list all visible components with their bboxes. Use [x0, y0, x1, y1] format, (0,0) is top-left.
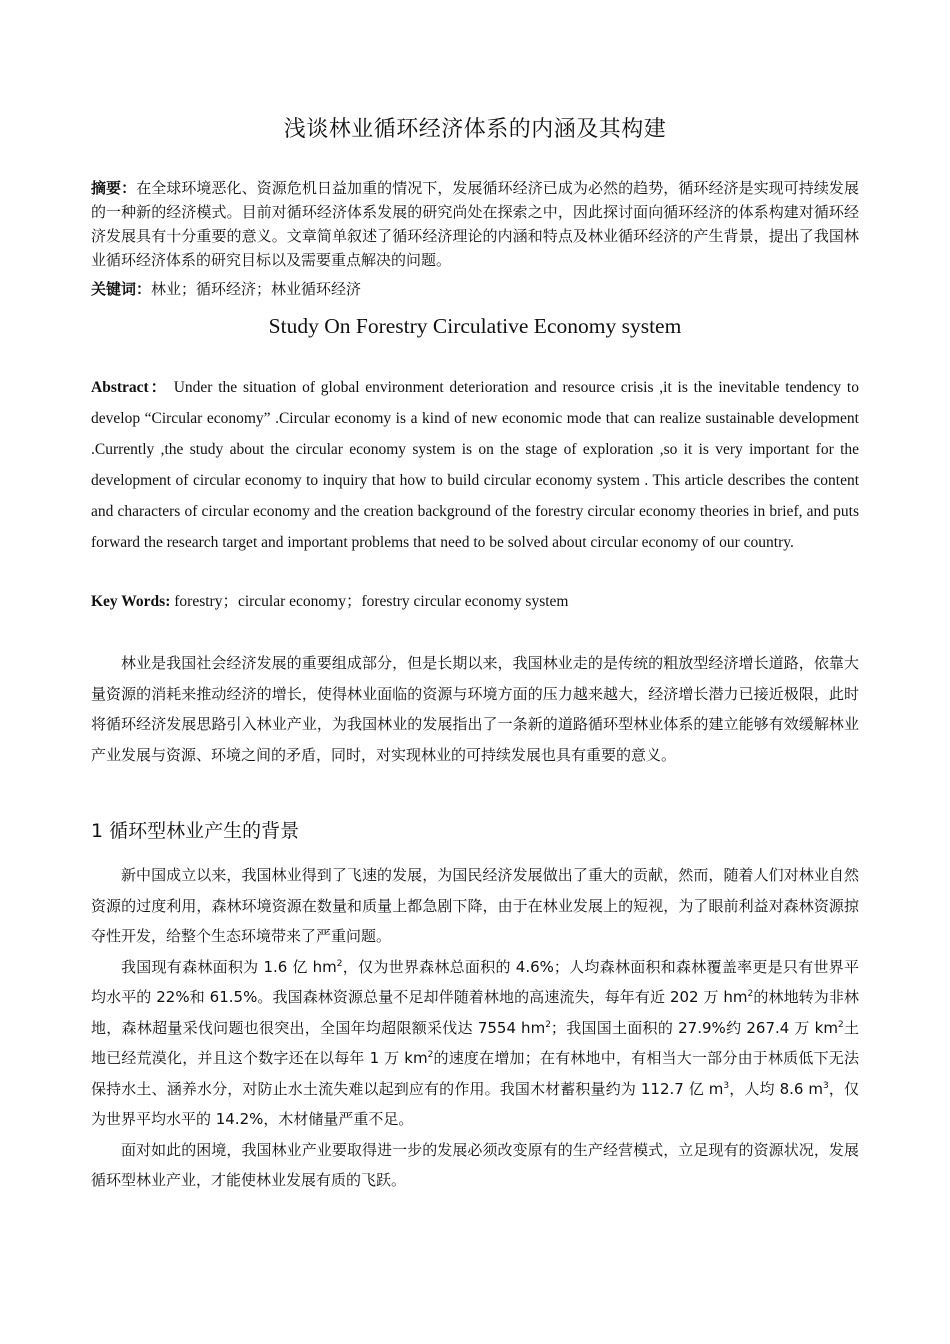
keywords-english-text: forestry；circular economy；forestry circular economy system: [170, 593, 569, 610]
paragraph-2-segment: ，仅为世界平均水平的 14.2%，木材储量严重不足。: [91, 1079, 859, 1128]
superscript: 2: [336, 958, 343, 969]
intro-paragraph: 林业是我国社会经济发展的重要组成部分，但是长期以来，我国林业走的是传统的粗放型经济增长道路，依靠大量资源的消耗来推动经济的增长，使得林业面临的资源与环境方面的压力越来越大，经济增长潜力已接近极限，此时将循环经济发展思路引入林业产业，为我国林业的发展指出了一条新的道路循环型林业体系的建立能够有效缓解林业产业发展与资源、环境之间的矛盾，同时，对实现林业的可持续发展也具有重要的意义。: [91, 654, 859, 764]
abstract-chinese-text: 在全球环境恶化、资源危机日益加重的情况下，发展循环经济已成为必然的趋势，循环经济是实现可持续发展的一种新的经济模式。目前对循环经济体系发展的研究尚处在探索之中，因此探讨面向循环经济的体系构建对循环经济发展具有十分重要的意义。文章简单叙述了循环经济理论的内涵和特点及林业循环经济的产生背景，提出了我国林业循环经济体系的研究目标以及需要重点解决的问题。: [91, 179, 859, 269]
abstract-chinese-label: 摘要：: [91, 179, 137, 197]
abstract-english: [91, 372, 859, 558]
paragraph-2-segment: ，仅为世界森林总面积的 4.6%；人均森林面积和森林覆盖率更是只有世界平均水平的 22%和 61.5%。我国森林资源总量不足却伴随着林地的高速流失，每年有近 202 万 hm: [91, 957, 859, 1006]
section-1-body: [91, 860, 859, 1196]
keywords-chinese-text: 林业；循环经济；林业循环经济: [151, 280, 362, 298]
superscript: 2: [747, 989, 754, 999]
superscript: 2: [545, 1019, 551, 1030]
keywords-chinese: [91, 278, 859, 300]
title-chinese: 浅谈林业循环经济体系的内涵及其构建: [283, 117, 667, 142]
keywords-english: [91, 590, 859, 614]
paragraph-2-segment: ，人均 8.6 m: [729, 1079, 823, 1098]
paragraph-2-segment: 的速度在增加；在有林地中，有相当大一部分由于林质低下无法保持水土、涵养水分，对防止水土流失难以起到应有的作用。我国木材蓄积量约为 112.7 亿 m: [91, 1049, 859, 1098]
title-english: Study On Forestry Circulative Economy system: [268, 314, 682, 338]
keywords-chinese-label: 关键词：: [91, 280, 152, 298]
abstract-chinese: [91, 176, 859, 272]
paragraph-2-segment: 我国现有森林面积为 1.6 亿 hm: [121, 957, 337, 976]
section-1-paragraph-2: [91, 952, 859, 1135]
superscript: 2: [427, 1050, 434, 1060]
section-1-paragraph-3: 面对如此的困境，我国林业产业要取得进一步的发展必须改变原有的生产经营模式，立足现有的资源状况，发展循环型林业产业，才能使林业发展有质的飞跃。: [91, 1140, 859, 1189]
paragraph-2-segment: 土地已经荒漠化，并且这个数字还在以每年 1 万 km: [91, 1018, 859, 1067]
intro-section: [91, 648, 859, 770]
paragraph-2-segment: 的林地转为非林地，森林超量采伐问题也很突出，全国年均超限额采伐达 7554 hm: [91, 988, 859, 1037]
abstract-english-label: Abstract：: [91, 379, 168, 396]
abstract-english-text: Under the situation of global environment deterioration and resource crisis ,it is the inevitable tendency to develop “Circular economy” .Circular economy is a kind of new economic mode that can realize sustainable development .Currently ,the study about the circular economy system is on the stage of exploration ,so it is very important for the development of circular economy to inquiry that how to build circular economy system . This article describes the content and characters of circular economy and the creation background of the forestry circular economy theories in brief, and puts forward the research target and important problems that need to be solved about circular economy of our country.: [91, 379, 859, 551]
keywords-english-label: Key Words:: [91, 593, 171, 610]
superscript: 3: [822, 1080, 829, 1091]
paragraph-2-segment: ；我国国土面积的 27.9%约 267.4 万 km: [550, 1018, 838, 1037]
superscript: 2: [837, 1019, 844, 1030]
superscript: 3: [723, 1080, 730, 1091]
section-1-heading: 1 循环型林业产生的背景: [91, 820, 300, 842]
section-1-paragraph-1: 新中国成立以来，我国林业得到了飞速的发展，为国民经济发展做出了重大的贡献，然而，随着人们对林业自然资源的过度利用，森林环境资源在数量和质量上都急剧下降，由于在林业发展上的短视，为了眼前利益对森林资源掠夺性开发，给整个生态环境带来了严重问题。: [91, 866, 859, 945]
